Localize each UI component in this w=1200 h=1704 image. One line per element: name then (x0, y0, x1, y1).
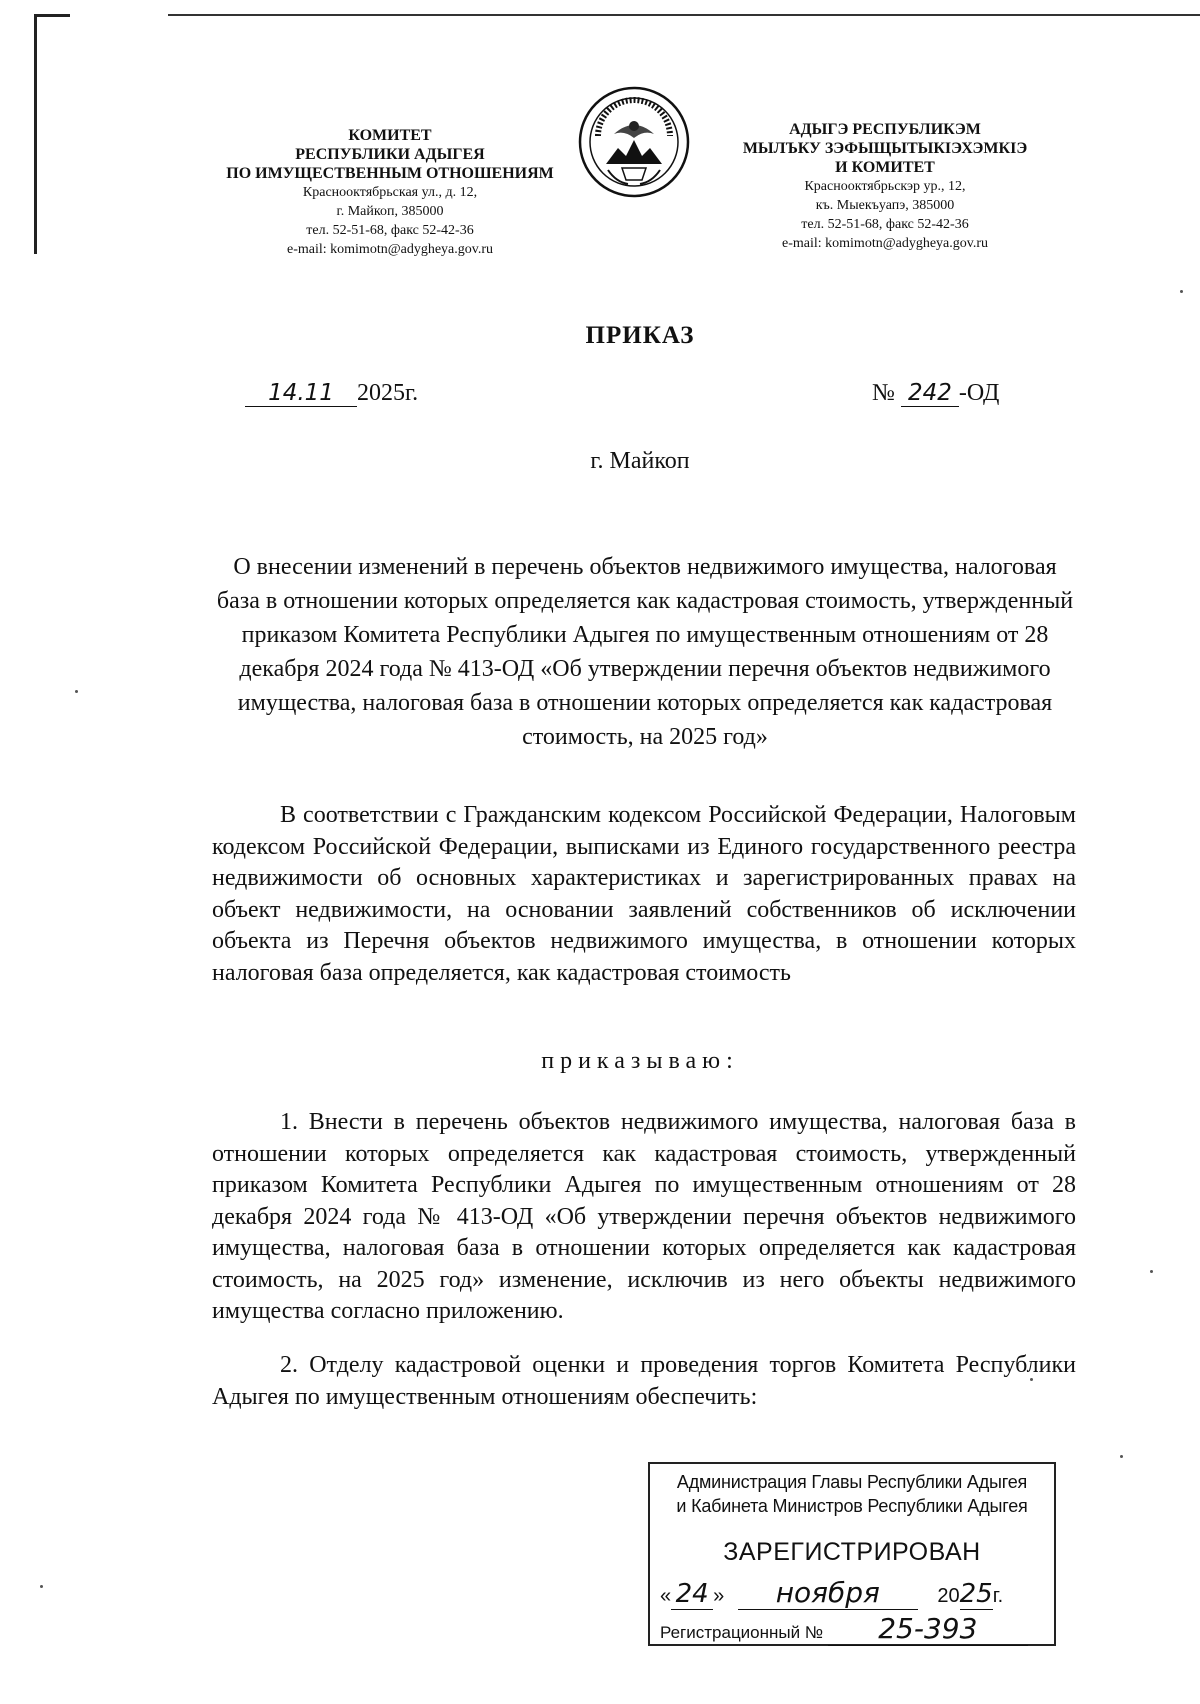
scan-speck (75, 690, 78, 693)
left-header-phone: тел. 52-51-68, факс 52-42-36 (306, 223, 474, 238)
order-item-2: 2. Отделу кадастровой оценки и проведения торгов Комитета Республики Адыгея по имущественным отношениям обеспечить: (212, 1352, 1076, 1410)
number-suffix: -ОД (958, 380, 1000, 406)
left-header-line1: КОМИТЕТ (348, 127, 432, 144)
stamp-date (660, 1576, 1050, 1610)
stamp-year: 25 (959, 1579, 993, 1609)
scan-border-mark (34, 14, 37, 254)
preamble-paragraph: В соответствии с Гражданским кодексом Российской Федерации, Налоговым кодексом Российской Федерации, выписками из Единого государственного реестра недвижимости об основных характеристиках и зарегистрированных правах на объект недвижимости, на основании заявлений собственников об исключении объекта из Перечня объектов недвижимого имущества, в отношении которых налоговая база определяется, как кадастровая стоимость (212, 802, 1076, 986)
document-number (872, 380, 999, 407)
left-header-line3: ПО ИМУЩЕСТВЕННЫМ ОТНОШЕНИЯМ (226, 165, 554, 182)
right-header-email: e-mail: komimotn@adygheya.gov.ru (782, 236, 988, 251)
scan-speck (1150, 1270, 1153, 1273)
document-date (245, 380, 418, 407)
stamp-open-quote: « (660, 1585, 672, 1607)
stamp-registration (660, 1612, 1028, 1646)
stamp-close-quote: » (713, 1585, 725, 1607)
order-word: приказываю: (541, 1048, 739, 1074)
left-header-address2: г. Майкоп, 385000 (336, 204, 444, 219)
stamp-day: 24 (671, 1579, 713, 1610)
right-letterhead (715, 120, 1055, 253)
scan-speck (40, 1585, 43, 1588)
registration-stamp (648, 1462, 1056, 1646)
stamp-reg-number: 25-393 (828, 1612, 1028, 1646)
left-letterhead (200, 126, 580, 259)
scan-speck (1030, 1378, 1033, 1381)
stamp-heading: ЗАРЕГИСТРИРОВАН (723, 1538, 981, 1566)
right-header-line3: И КОМИТЕТ (835, 159, 935, 176)
scan-speck (1120, 1455, 1123, 1458)
document-city: г. Майкоп (590, 448, 690, 474)
right-header-line1: АДЫГЭ РЕСПУБЛИКЭМ (789, 121, 981, 138)
stamp-line1: Администрация Главы Республики Адыгея (676, 1472, 1028, 1492)
left-header-email: e-mail: komimotn@adygheya.gov.ru (287, 242, 493, 257)
stamp-reg-label: Регистрационный № (660, 1623, 824, 1642)
date-year: 2025г. (357, 380, 419, 406)
left-header-line2: РЕСПУБЛИКИ АДЫГЕЯ (295, 146, 485, 163)
handwritten-date: 14.11 (245, 380, 357, 407)
stamp-line2: и Кабинета Министров Республики Адыгея (676, 1496, 1028, 1516)
right-header-address2: къ. Мыекъуапэ, 385000 (815, 198, 955, 213)
handwritten-number: 242 (901, 380, 959, 407)
stamp-year-suffix: г. (992, 1585, 1004, 1607)
right-header-address1: Краснооктябрьскэр ур., 12, (804, 179, 966, 194)
right-header-line2: МЫЛЪКУ ЗЭФЫЩЫТЫКIЭХЭМКIЭ (742, 140, 1028, 157)
order-item-1: 1. Внести в перечень объектов недвижимого имущества, налоговая база в отношении которых определяется как кадастровая стоимость, утвержденный приказом Комитета Республики Адыгея по имущественным отношениям от 28 декабря 2024 года № 413-ОД «Об утверждении перечня объектов недвижимого имущества, налоговая база в отношении которых определяется как кадастровая стоимость, на 2025 год» изменение, исключив из него объекты недвижимого имущества согласно приложению. (212, 1109, 1076, 1324)
document-subject: О внесении изменений в перечень объектов недвижимого имущества, налоговая база в отношении которых определяется как кадастровая стоимость, утвержденный приказом Комитета Республики Адыгея по имущественным отношениям от 28 декабря 2024 года № 413-ОД «Об утверждении перечня объектов недвижимого имущества, налоговая база в отношении которых определяется как кадастровая стоимость, на 2025 год» (216, 554, 1074, 750)
left-header-address1: Краснооктябрьская ул., д. 12, (302, 185, 478, 200)
adygea-coat-of-arms-icon (578, 86, 690, 198)
right-header-phone: тел. 52-51-68, факс 52-42-36 (801, 217, 969, 232)
scan-speck (1180, 290, 1183, 293)
scan-top-rule (168, 14, 1200, 16)
scan-border-mark (34, 14, 70, 17)
stamp-month: ноября (738, 1576, 918, 1610)
stamp-year-prefix: 20 (937, 1585, 960, 1607)
document-title: ПРИКАЗ (585, 322, 695, 349)
number-prefix: № (872, 380, 895, 406)
